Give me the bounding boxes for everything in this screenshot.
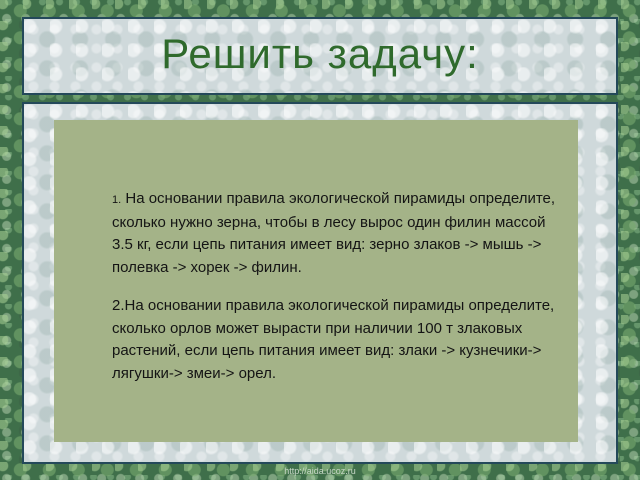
task-2-number: 2. bbox=[112, 297, 125, 314]
slide-title: Решить задачу: bbox=[161, 30, 479, 77]
task-2 bbox=[112, 295, 562, 385]
task-1-text: На основании правила экологической пирамиды определите, сколько нужно зерна, чтобы в лесу вырос один филин массой 3.5 кг, если цепь питания имеет вид: зерно злаков -> мышь -> полевка -> хорек -> филин. bbox=[112, 190, 556, 276]
task-box bbox=[54, 120, 578, 442]
title-panel bbox=[22, 17, 618, 95]
task-2-text: На основании правила экологической пирамиды определите, сколько орлов может вырасти при наличии 100 т злаковых растений, если цепь питания имеет вид: злаки -> кузнечики-> лягушки-> змеи-> орел. bbox=[112, 297, 555, 382]
watermark: http://aida.ucoz.ru bbox=[284, 466, 356, 476]
task-1 bbox=[112, 188, 562, 279]
task-1-number: 1. bbox=[112, 194, 122, 206]
